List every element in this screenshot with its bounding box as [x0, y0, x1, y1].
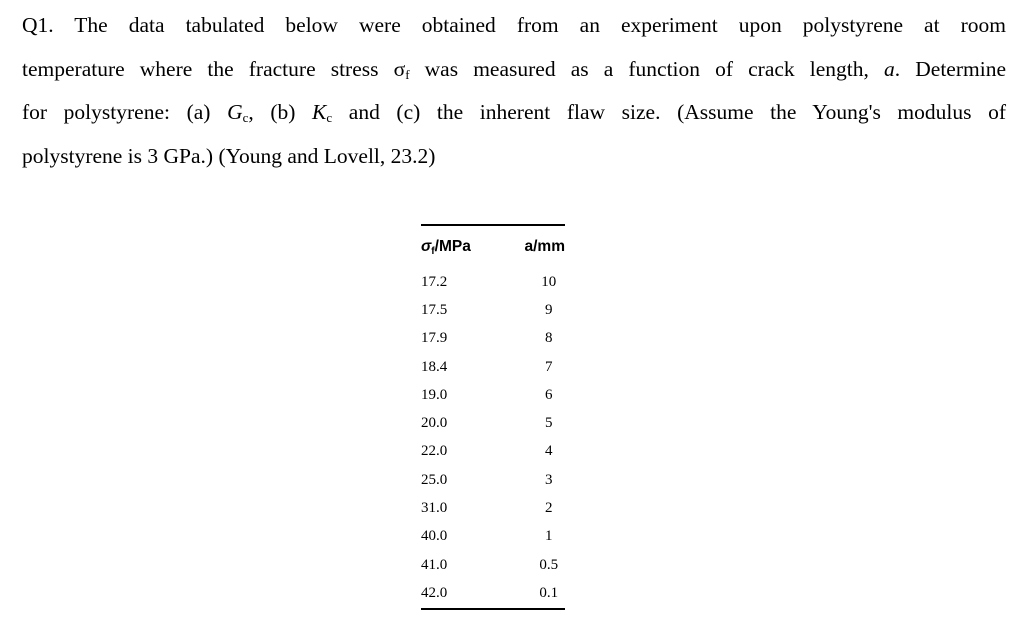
- stress-value: 41.0: [421, 556, 448, 573]
- crack-length-value: 6: [545, 386, 553, 403]
- header-sigma-symbol: σ: [421, 237, 432, 255]
- table-row: [421, 409, 565, 437]
- question-line-3-part-a: for polystyrene: (a): [22, 100, 228, 124]
- question-line-3-part-c: and (c) the inherent flaw size. (Assume the Young's modulus of: [332, 100, 1007, 124]
- table-row: [421, 551, 565, 579]
- crack-length-value: 7: [545, 358, 553, 375]
- crack-length-value: 2: [545, 500, 553, 517]
- question-line-2-part-b: was measured as a function of crack length,: [409, 56, 885, 81]
- question-line-1: Q1. The data tabulated below were obtained from an experiment upon polystyrene at room: [22, 13, 1006, 37]
- table-row: [421, 523, 565, 551]
- table-row: [421, 296, 565, 324]
- data-table: [421, 224, 565, 610]
- sigma-f-subscript: f: [405, 66, 410, 82]
- crack-length-value: 8: [545, 330, 553, 347]
- question-text: [22, 4, 1006, 178]
- table-row: [421, 325, 565, 353]
- crack-length-variable: a: [884, 56, 895, 81]
- stress-value: 18.4: [421, 358, 448, 375]
- stress-value: 42.0: [421, 584, 448, 601]
- crack-length-value: 4: [545, 443, 553, 460]
- crack-length-value: 10: [541, 273, 557, 290]
- gc-symbol: G: [227, 100, 243, 124]
- table-row: [421, 353, 565, 381]
- crack-length-value: 0.5: [539, 556, 559, 573]
- stress-crack-table: [421, 226, 565, 608]
- stress-value: 17.2: [421, 273, 448, 290]
- stress-value: 20.0: [421, 415, 448, 432]
- stress-value: 31.0: [421, 500, 448, 517]
- crack-length-value: 3: [545, 471, 553, 488]
- question-line-2: [22, 48, 1006, 92]
- question-line-2-part-c: . Determine: [894, 56, 1006, 81]
- header-stress-unit: /MPa: [434, 237, 471, 255]
- crack-length-value: 9: [545, 301, 553, 318]
- stress-value: 40.0: [421, 528, 448, 545]
- crack-length-value: 1: [545, 528, 553, 545]
- question-line-2-part-a: temperature where the fracture stress σ: [22, 56, 406, 81]
- question-line-3-part-b: , (b): [248, 100, 313, 124]
- question-line-3: [22, 91, 1006, 135]
- crack-length-value: 5: [545, 415, 553, 432]
- kc-symbol: K: [312, 100, 327, 124]
- kc-subscript: c: [326, 110, 333, 125]
- table-row: [421, 381, 565, 409]
- table-row: [421, 438, 565, 466]
- stress-value: 17.9: [421, 330, 448, 347]
- table-row: [421, 494, 565, 522]
- header-stress: [421, 226, 481, 268]
- header-sigma-subscript: f: [431, 245, 435, 257]
- header-crack-length: a/mm: [524, 238, 565, 255]
- table-row: [421, 268, 565, 296]
- crack-length-value: 0.1: [539, 584, 559, 601]
- table-body: [421, 268, 565, 608]
- stress-value: 22.0: [421, 443, 448, 460]
- gc-subscript: c: [242, 110, 249, 125]
- table-row: [421, 466, 565, 494]
- table-bottom-rule: [421, 608, 565, 610]
- stress-value: 17.5: [421, 301, 448, 318]
- stress-value: 25.0: [421, 471, 448, 488]
- table-row: [421, 579, 565, 607]
- stress-value: 19.0: [421, 386, 448, 403]
- question-line-4: polystyrene is 3 GPa.) (Young and Lovell, 23.2): [22, 143, 436, 168]
- table-header-row: [421, 226, 565, 268]
